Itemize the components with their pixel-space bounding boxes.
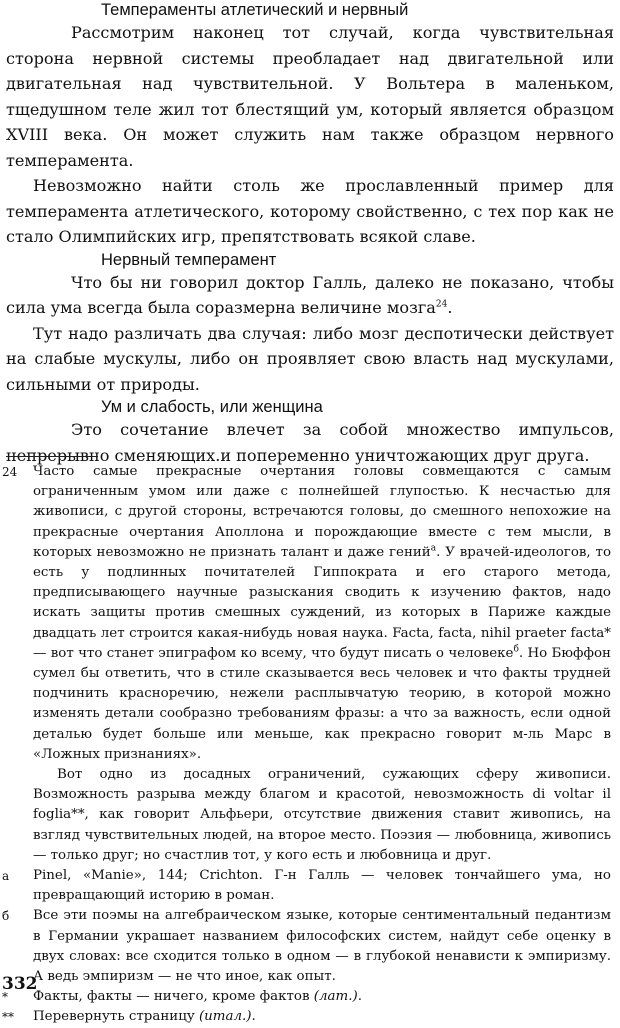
paragraph: Это сочетание влечет за собой множество импульсов, непрерывно сменяющих.и попеременно уничтожающих друг друга. [6, 420, 614, 465]
paragraph [6, 270, 614, 321]
paragraph: Невозможно найти столь же прославленный пример для темперамента атлетического, которому свойственно, с тех пор как не стало Олимпийских игр, препятствовать всякой славе. [6, 176, 614, 246]
footnote-a [0, 866, 611, 906]
page-number: 332 [2, 974, 38, 994]
footnote-b [0, 906, 611, 987]
footnote-text: Факты, факты — ничего, кроме фактов [33, 989, 314, 1005]
section-heading: Ум и слабость, или женщина [101, 398, 323, 416]
section-heading: Нервный темперамент [101, 250, 277, 269]
footnote-24 [0, 462, 611, 765]
footnote-text: Pinel, «Manie», 144; Crichton. Г-н Галль — человек тончайшего ума, но превращающий историю в роман. [33, 868, 611, 904]
footnote-text: . Но Бюффон сумел бы ответить, что в стиле сказывается весь человек и что факты трудней подчинить красноречию, нежели расплывчатую теорию, в которой можно изменять детали сообразно требованиям фразы: а что за важность, если одной деталью будет больше или меньше, как прекрасно говорит м-ль Марс в «Ложных признаниях». [33, 645, 611, 762]
footnote-text: Перевернуть страницу [33, 1009, 199, 1025]
paragraph-text: Что бы ни говорил доктор Галль, далеко не показано, чтобы сила ума всегда была соразмерна величине мозга [6, 272, 614, 317]
footnote-text: Часто самые прекрасные очертания головы совмещаются с самым ограниченным умом или даже с полнейшей глупостью. К несчастью для живописи, с другой стороны, встречаются головы, до смешного непохожие на прекрасные очертания Аполлона и порождающие вместе с тем мысли, в которых невозможно не признать талант и даже гений [33, 464, 611, 560]
footnote-24-continuation: Вот одно из досадных ограничений, сужающих сферу живописи. Возможность разрыва между благом и красотой, невозможность di voltar il foglia**, как говорит Альфьери, отсутствие движения ставит живопись, на взгляд чувствительных людей, на второе место. Поэзия — любовница, живопись — только друг; но счастлив тот, у кого есть и любовница и друг. [33, 767, 611, 863]
footnote-marker: б [2, 909, 10, 924]
footnote-text: . У врачей-идеологов, то есть у подлинных почитателей Гиппократа и его старого метода, предписывающего научные разыскания сводить к изучению фактов, надо искать защиты против смешных суждений, из которых в Париже каждые двадцать лет строится какая-нибудь новая наука. Facta, facta, nihil praeter facta* — вот что станет эпиграфом ко всему, что будут писать о человеке [33, 544, 612, 661]
footnote-marker: а [2, 869, 10, 884]
main-text [0, 0, 620, 468]
language-note: (итал.) [198, 1009, 252, 1025]
footnote-ref[interactable]: 24 [435, 299, 448, 310]
footnote-marker: 24 [2, 465, 18, 479]
footnote-marker: * [2, 990, 8, 1005]
paragraph: Тут надо различать два случая: либо мозг деспотически действует на слабые мускулы, либо он проявляет свою власть над мускулами, сильными от природы. [6, 323, 614, 394]
footnote-marker: ** [2, 1010, 14, 1025]
footnote-ref[interactable]: а [430, 543, 437, 554]
footnote-double-star [0, 1007, 611, 1027]
section-heading: Темпераменты атлетический и нервный [101, 1, 409, 19]
language-note: (лат.) [313, 989, 358, 1005]
paragraph-tail: . [447, 298, 453, 317]
footnote-ref[interactable]: б [513, 644, 519, 655]
footnote-star [0, 987, 611, 1007]
footnote-tail: . [357, 989, 362, 1005]
footnote-tail: . [251, 1009, 256, 1025]
paragraph: Рассмотрим наконец тот случай, когда чувствительная сторона нервной системы преобладает над двигательной или двигательная над чувствительной. У Вольтера в маленьком, тщедушном теле жил тот блестящий ум, который является образцом XVIII века. Он может служить нам также образцом нервного темперамента. [6, 23, 614, 170]
footnotes [0, 462, 620, 1028]
footnote-text: Все эти поэмы на алгебраическом языке, которые сентиментальный педантизм в Германии украшает названием философских систем, найдут себе оценку в двух словах: все сходится только в одном — в глубокой ненависти к эмпиризму. А ведь эмпиризм — не что иное, как опыт. [33, 908, 611, 985]
footnote-separator [6, 456, 98, 457]
